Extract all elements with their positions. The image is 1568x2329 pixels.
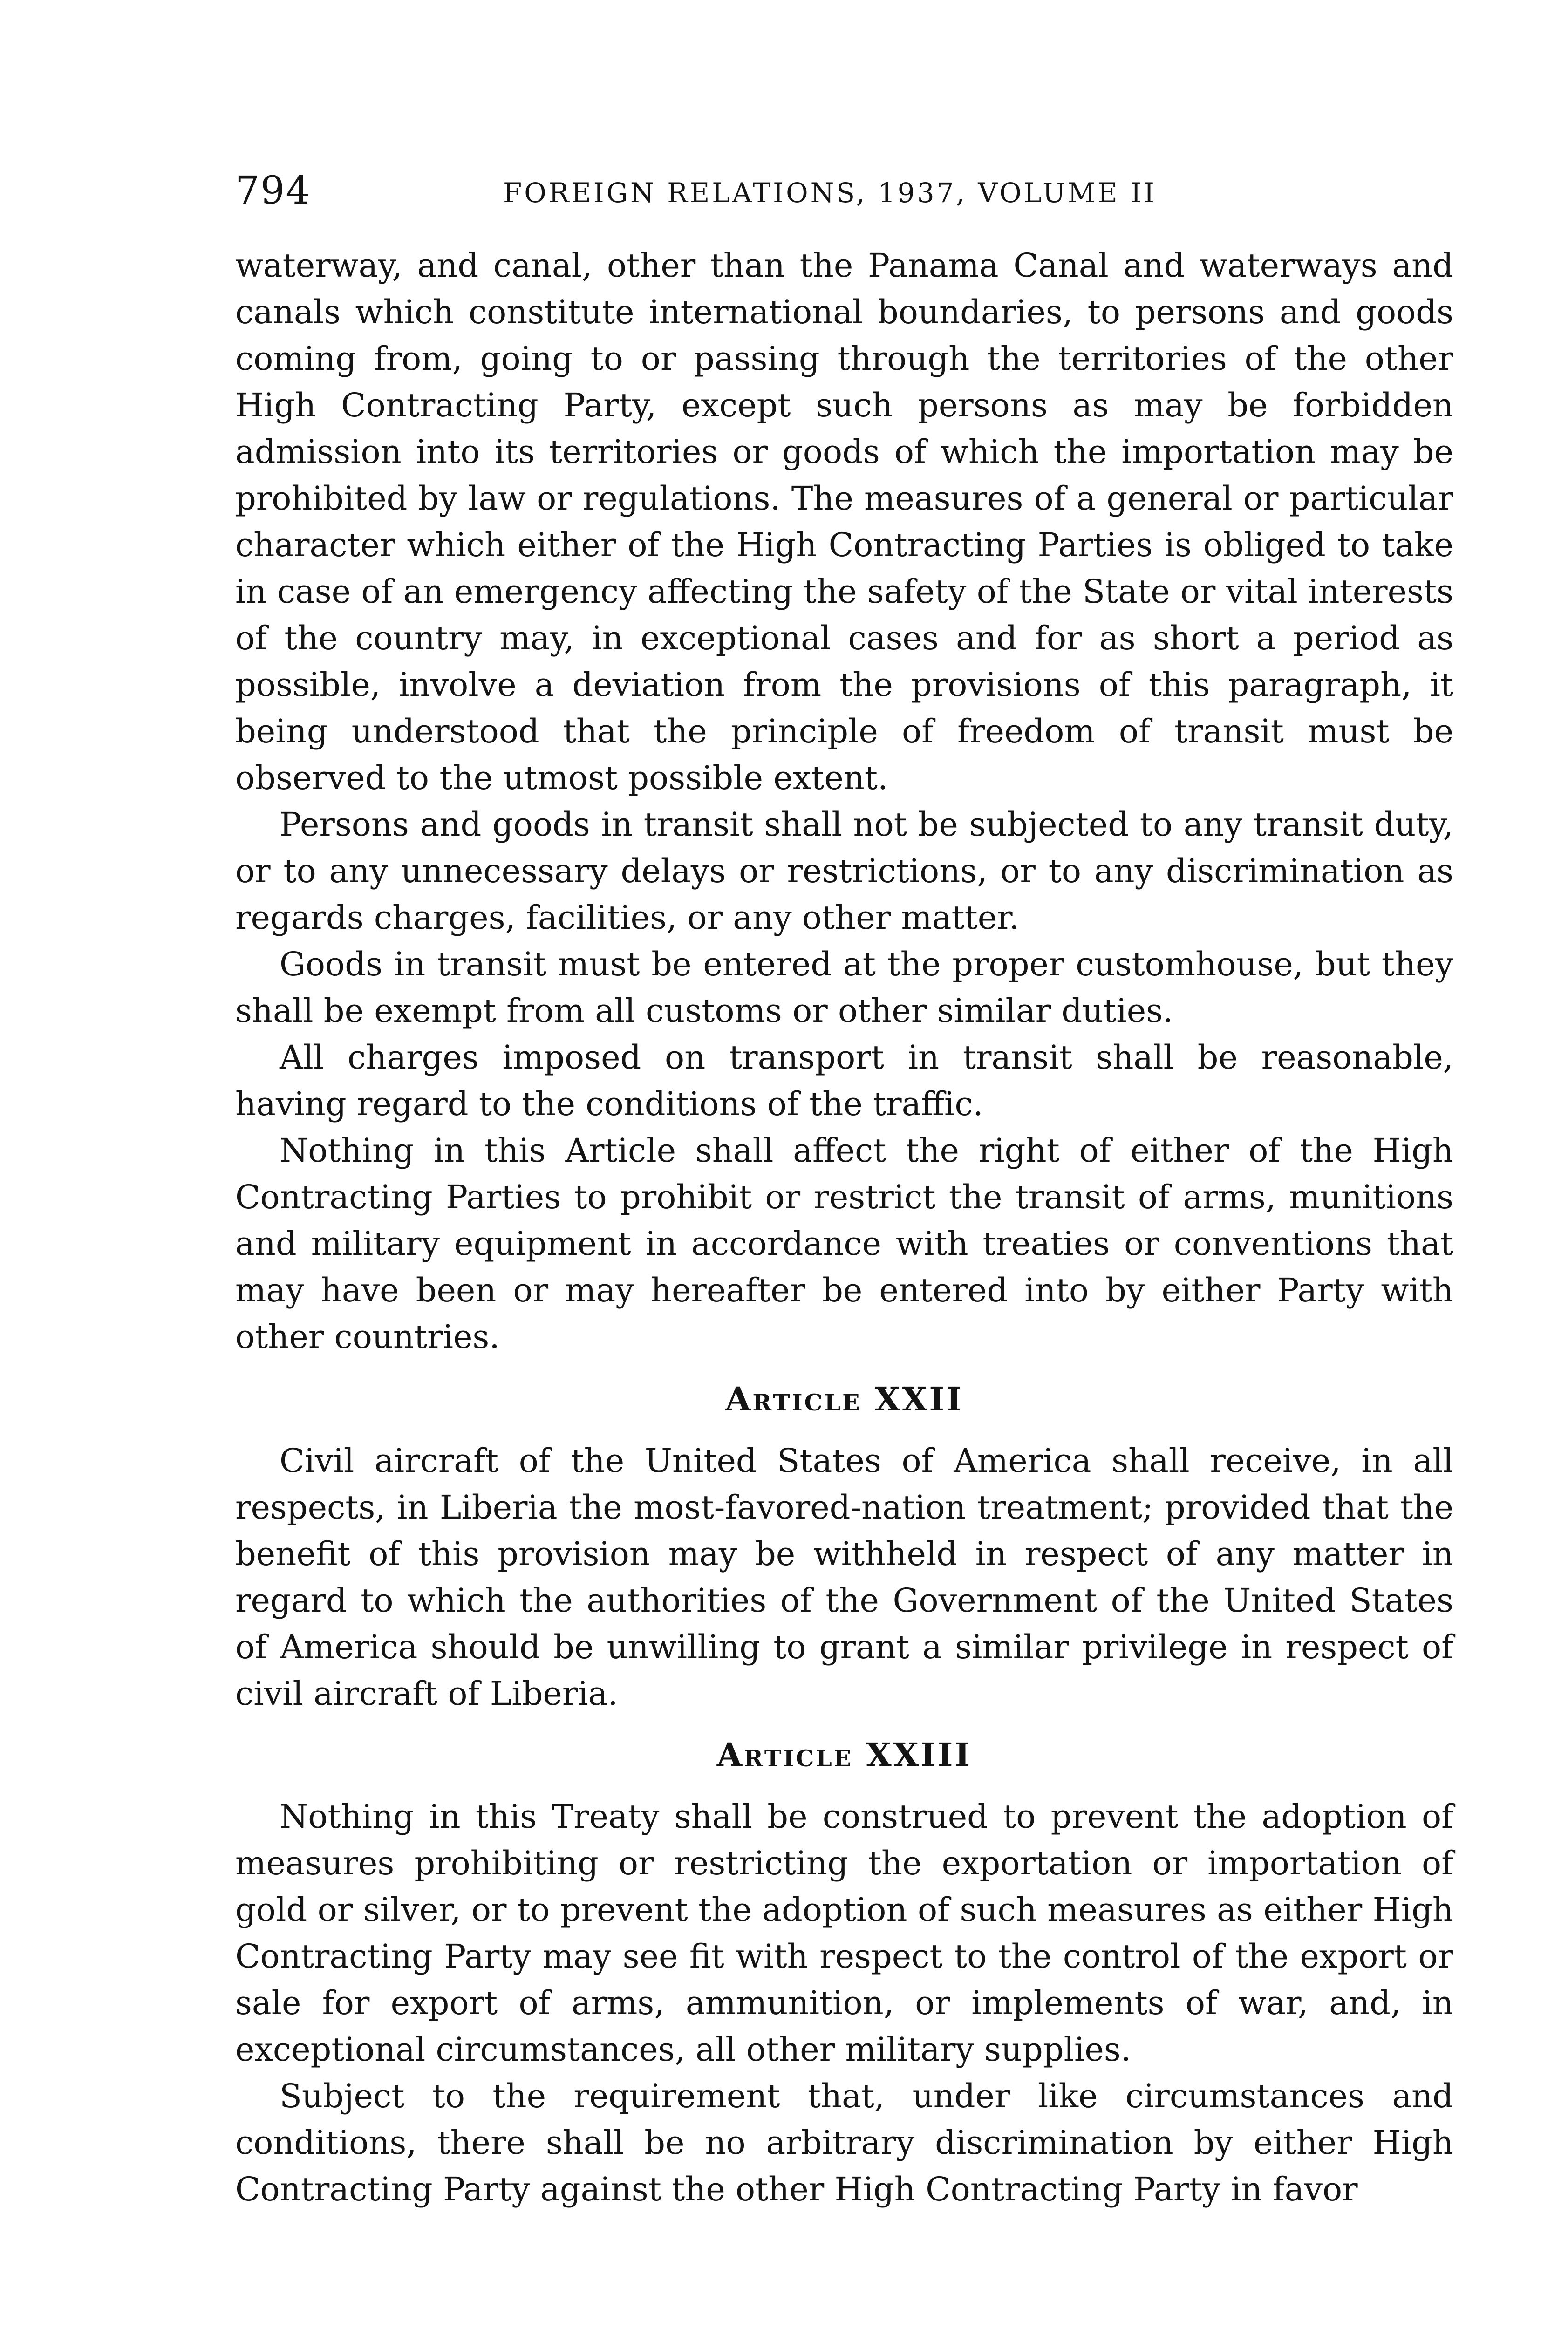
article-xxii-heading: Article XXII xyxy=(725,1380,963,1418)
transit-duty-paragraph: Persons and goods in transit shall not be subjected to any transit duty, or to any unnecessary delays or restrictions, or to any discrimination as regards charges, facilities, or any other matter. xyxy=(235,805,1453,937)
article-xxiii-heading: Article XXIII xyxy=(716,1736,972,1774)
continued-paragraph: waterway, and canal, other than the Panama Canal and waterways and canals which constitute international boundaries, to persons and goods coming from, going to or passing through the territories of the other High Contracting Party, except such persons as may be forbidden admission into its territories or goods of which the importation may be prohibited by law or regulations. The measures of a general or particular character which either of the High Contracting Parties is obliged to take in case of an emergency affecting the safety of the State or vital interests of the country may, in exceptional cases and for as short a period as possible, involve a deviation from the provisions of this paragraph, it being understood that the principle of freedom of transit must be observed to the utmost possible extent. xyxy=(235,246,1453,797)
main-text xyxy=(235,242,1453,2213)
transport-charges-paragraph: All charges imposed on transport in transit shall be reasonable, having regard to the conditions of the traffic. xyxy=(235,1038,1453,1123)
discrimination-paragraph: Subject to the requirement that, under like circumstances and conditions, there shall be no arbitrary discrimination by either High Contracting Party against the other High Contracting Party in favor xyxy=(235,2077,1453,2208)
customhouse-paragraph: Goods in transit must be entered at the proper customhouse, but they shall be exempt from all customs or other similar duties. xyxy=(235,945,1453,1030)
civil-aircraft-paragraph: Civil aircraft of the United States of America shall receive, in all respects, in Liberia the most-favored-nation treatment; provided that the benefit of this provision may be withheld in respect of any matter in regard to which the authorities of the Government of the United States of America should be unwilling to grant a similar privilege in respect of civil aircraft of Liberia. xyxy=(235,1442,1453,1713)
running-title: FOREIGN RELATIONS, 1937, VOLUME II xyxy=(503,177,1157,209)
page-number: 794 xyxy=(235,169,311,213)
running-header xyxy=(235,163,1316,219)
gold-silver-paragraph: Nothing in this Treaty shall be construed to prevent the adoption of measures prohibiting or restricting the exportation or importation of gold or silver, or to prevent the adoption of such measures as either High Contracting Party may see fit with respect to the control of the export or sale for export of arms, ammunition, or implements of war, and, in exceptional circumstances, all other military supplies. xyxy=(235,1798,1453,2069)
arms-transit-paragraph: Nothing in this Article shall affect the right of either of the High Contracting Parties to prohibit or restrict the transit of arms, munitions and military equipment in accordance with treaties or conventions that may have been or may hereafter be entered into by either Party with other countries. xyxy=(235,1131,1453,1356)
